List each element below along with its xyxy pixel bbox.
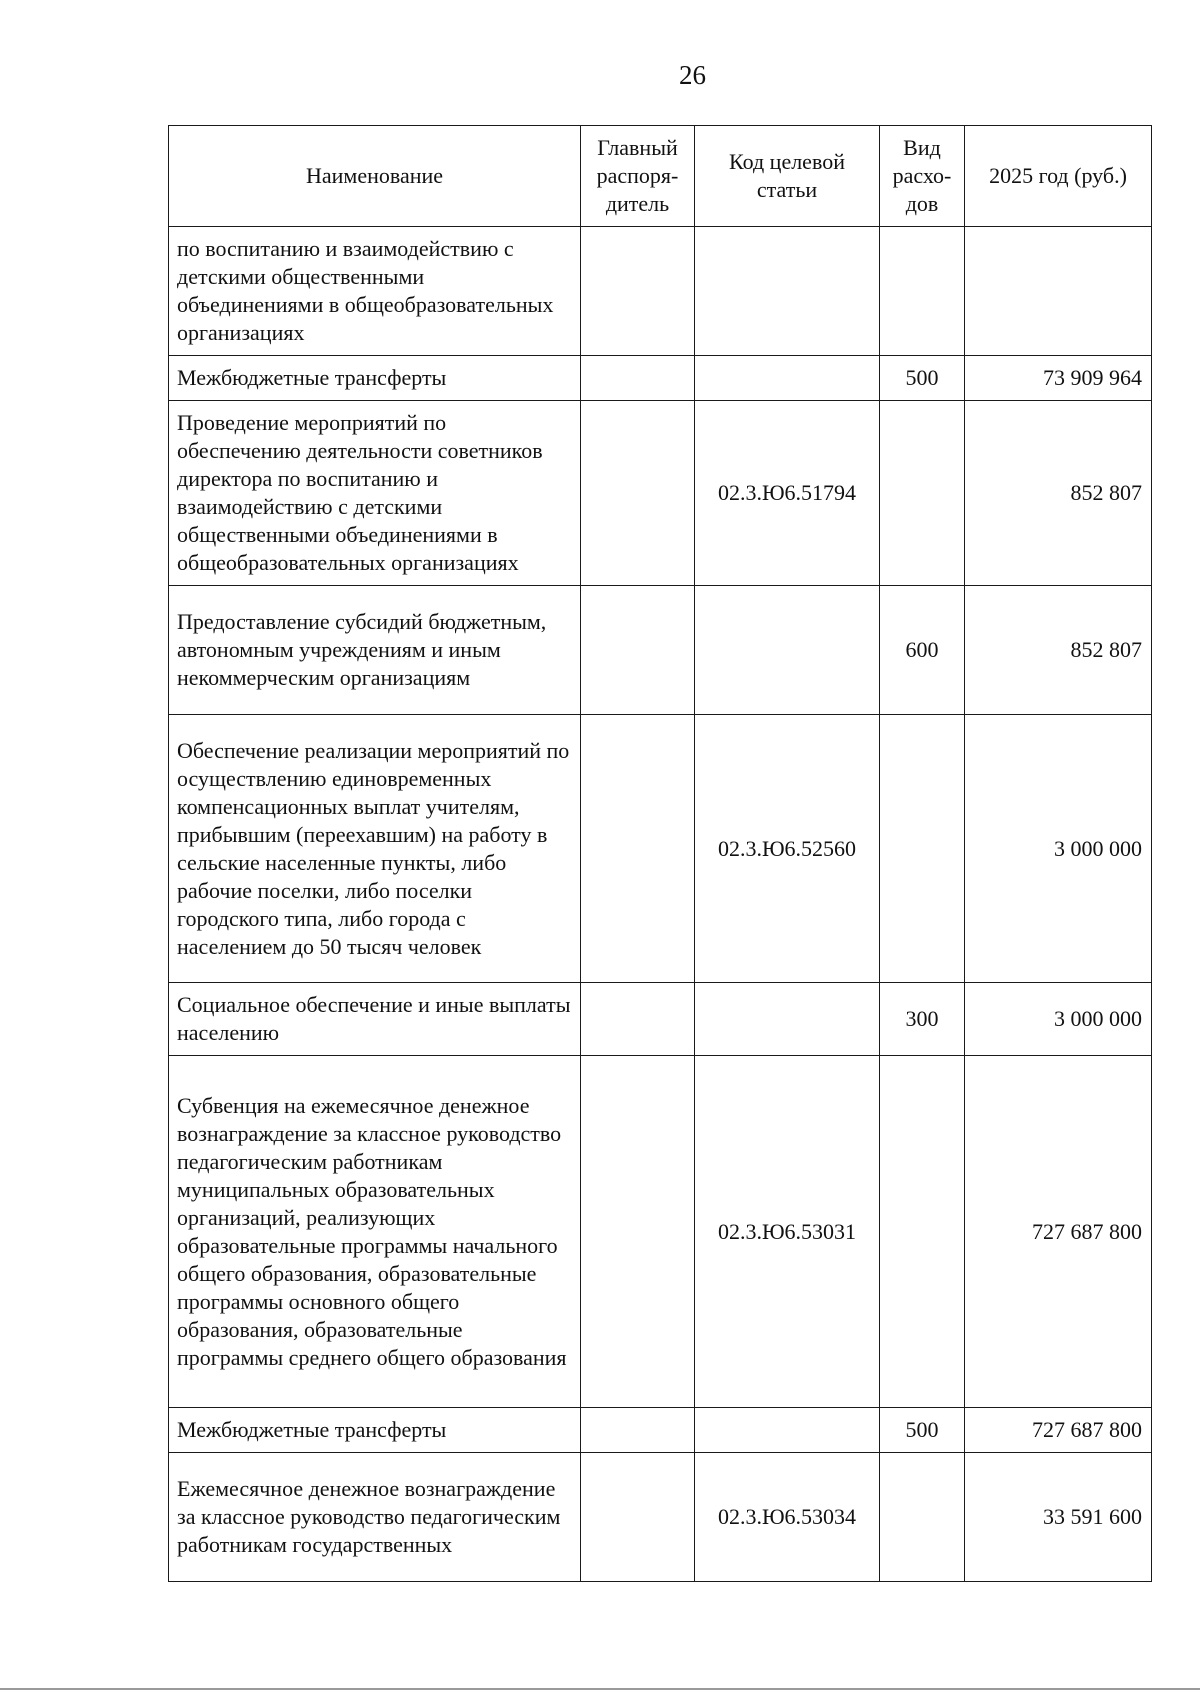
row-target-code: 02.3.Ю6.53031 xyxy=(695,1056,880,1408)
row-amount: 727 687 800 xyxy=(965,1056,1152,1408)
row-amount: 852 807 xyxy=(965,401,1152,586)
row-expense-type xyxy=(880,1453,965,1582)
row-name: Социальное обеспечение и иные выплаты населению xyxy=(169,983,581,1056)
row-name: Проведение мероприятий по обеспечению деятельности советников директора по воспитанию и взаимодействию с детскими общественными объединениями в общеобразовательных организациях xyxy=(169,401,581,586)
row-name: Межбюджетные трансферты xyxy=(169,1408,581,1453)
table-header xyxy=(169,126,1152,227)
row-target-code xyxy=(695,227,880,356)
row-amount: 33 591 600 xyxy=(965,1453,1152,1582)
row-target-code xyxy=(695,983,880,1056)
row-main-manager xyxy=(581,1453,695,1582)
table-row xyxy=(169,1408,1152,1453)
table-body xyxy=(169,227,1152,1582)
row-amount: 852 807 xyxy=(965,586,1152,715)
row-amount: 727 687 800 xyxy=(965,1408,1152,1453)
row-expense-type: 500 xyxy=(880,356,965,401)
row-amount: 3 000 000 xyxy=(965,983,1152,1056)
page-bottom-divider xyxy=(0,1688,1200,1690)
table-row xyxy=(169,715,1152,983)
table-row xyxy=(169,983,1152,1056)
row-expense-type xyxy=(880,1056,965,1408)
table-row xyxy=(169,227,1152,356)
row-amount: 3 000 000 xyxy=(965,715,1152,983)
table-row xyxy=(169,1056,1152,1408)
row-name: Субвенция на ежемесячное денежное вознаграждение за классное руководство педагогическим работникам муниципальных образовательных организаций, реализующих образовательные программы начального общего образования, образовательные программы основного общего образования, образовательные программы среднего общего образования xyxy=(169,1056,581,1408)
row-expense-type xyxy=(880,401,965,586)
budget-table xyxy=(168,125,1152,1582)
row-main-manager xyxy=(581,1408,695,1453)
row-main-manager xyxy=(581,227,695,356)
row-expense-type: 300 xyxy=(880,983,965,1056)
header-row xyxy=(169,126,1152,227)
header-target-code: Код целевой статьи xyxy=(695,126,880,227)
header-main-manager: Главный распоря-дитель xyxy=(581,126,695,227)
table-row xyxy=(169,401,1152,586)
row-expense-type: 500 xyxy=(880,1408,965,1453)
row-name: Межбюджетные трансферты xyxy=(169,356,581,401)
row-main-manager xyxy=(581,401,695,586)
table-row xyxy=(169,1453,1152,1582)
page-number: 26 xyxy=(679,60,706,90)
row-target-code xyxy=(695,1408,880,1453)
row-target-code: 02.3.Ю6.51794 xyxy=(695,401,880,586)
row-target-code xyxy=(695,586,880,715)
row-amount: 73 909 964 xyxy=(965,356,1152,401)
header-amount: 2025 год (руб.) xyxy=(965,126,1152,227)
row-expense-type: 600 xyxy=(880,586,965,715)
row-main-manager xyxy=(581,715,695,983)
row-name: Ежемесячное денежное вознаграждение за классное руководство педагогическим работникам государственных xyxy=(169,1453,581,1582)
row-expense-type xyxy=(880,227,965,356)
table-row xyxy=(169,586,1152,715)
row-main-manager xyxy=(581,586,695,715)
row-amount xyxy=(965,227,1152,356)
row-target-code: 02.3.Ю6.53034 xyxy=(695,1453,880,1582)
row-target-code xyxy=(695,356,880,401)
row-target-code: 02.3.Ю6.52560 xyxy=(695,715,880,983)
header-name: Наименование xyxy=(169,126,581,227)
row-name: Обеспечение реализации мероприятий по осуществлению единовременных компенсационных выплат учителям, прибывшим (переехавшим) на работу в сельские населенные пункты, либо рабочие поселки, либо поселки городского типа, либо города с населением до 50 тысяч человек xyxy=(169,715,581,983)
row-main-manager xyxy=(581,1056,695,1408)
row-name: по воспитанию и взаимодействию с детскими общественными объединениями в общеобразовательных организациях xyxy=(169,227,581,356)
row-main-manager xyxy=(581,983,695,1056)
header-expense-type: Вид расхо-дов xyxy=(880,126,965,227)
row-main-manager xyxy=(581,356,695,401)
row-name: Предоставление субсидий бюджетным, автономным учреждениям и иным некоммерческим организациям xyxy=(169,586,581,715)
table-row xyxy=(169,356,1152,401)
row-expense-type xyxy=(880,715,965,983)
